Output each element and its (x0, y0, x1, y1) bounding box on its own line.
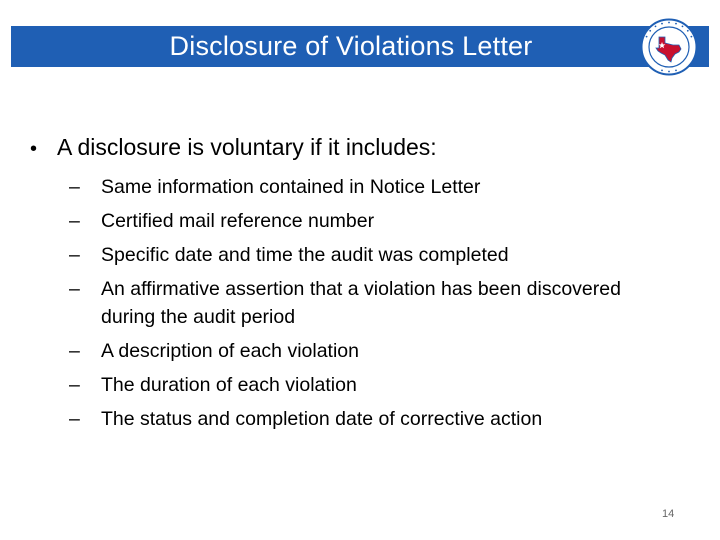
list-item-text: Same information contained in Notice Letter (101, 176, 481, 198)
list-item (69, 207, 690, 235)
list-item-text: A description of each violation (101, 340, 359, 362)
main-bullet-text: A disclosure is voluntary if it includes: (57, 134, 437, 160)
list-item (69, 241, 690, 269)
dash-icon: – (69, 176, 80, 198)
sub-bullet-list (30, 173, 690, 433)
list-item-text: An affirmative assertion that a violation has been discovered during the audit period (101, 278, 621, 328)
dash-icon: – (69, 278, 80, 300)
title-bar (11, 26, 709, 67)
list-item-text: The status and completion date of corrective action (101, 408, 543, 430)
dash-icon: – (69, 244, 80, 266)
dash-icon: – (69, 374, 80, 396)
list-item-text: Certified mail reference number (101, 210, 375, 232)
list-item-text: The duration of each violation (101, 374, 357, 396)
dash-icon: – (69, 408, 80, 430)
page-number: 14 (662, 508, 675, 520)
list-item (69, 405, 690, 433)
list-item (69, 371, 690, 399)
main-bullet (30, 133, 690, 162)
texas-state-seal-icon (640, 18, 698, 76)
dash-icon: – (69, 210, 80, 232)
dash-icon: – (69, 340, 80, 362)
list-item (69, 275, 690, 331)
seal-graphic (640, 18, 698, 76)
page-title: Disclosure of Violations Letter (169, 31, 533, 61)
list-item-text: Specific date and time the audit was completed (101, 244, 509, 266)
list-item (69, 337, 690, 365)
bullet-dot-icon: • (30, 138, 38, 160)
slide-content (30, 133, 690, 439)
list-item (69, 173, 690, 201)
